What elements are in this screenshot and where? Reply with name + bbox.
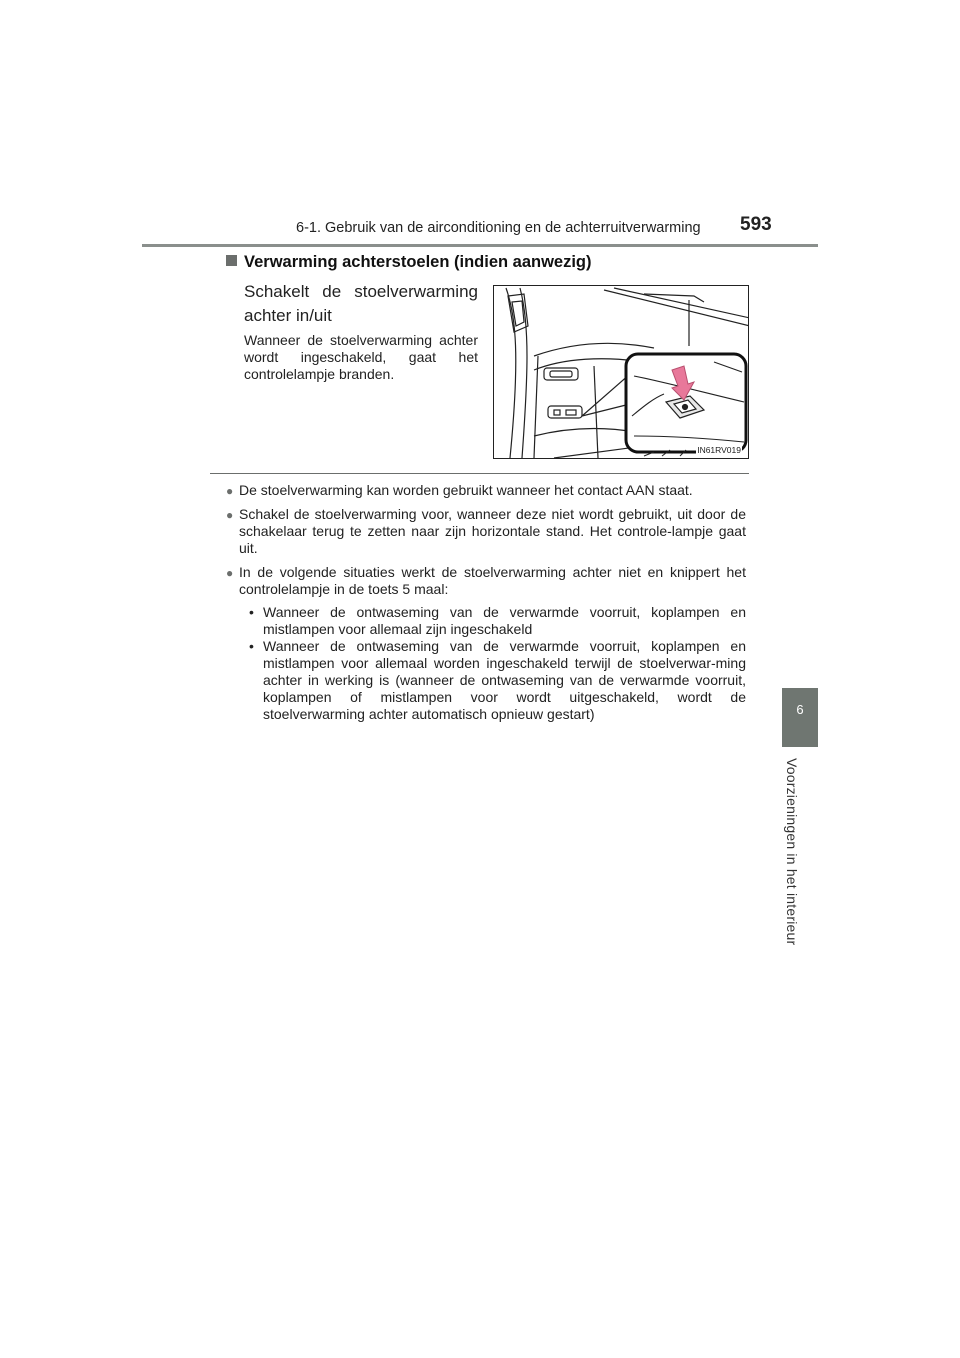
chapter-tab xyxy=(782,688,818,747)
list-item: ● Schakel de stoelverwarming voor, wanneer deze niet wordt gebruikt, uit door de schakelaar terug te zetten naar zijn horizontale stand. Het controle-lampje gaat uit. xyxy=(226,506,746,556)
section-title: Verwarming achterstoelen (indien aanwezig) xyxy=(244,253,592,271)
section-separator xyxy=(210,473,749,474)
rear-seat-heater-switch-drawing xyxy=(494,286,749,459)
list-item: ● In de volgende situaties werkt de stoelverwarming achter niet en knippert het controlelampje in de toets 5 maal: • Wanneer de ontwaseming van de verwarmde voorruit, koplampen en mistlampen voor allemaal zijn ingeschakeld • Wanneer de ontwaseming van de verwarmde voorruit, koplampen en mistlampen voor allemaal worden ingeschakeld terwijl de stoelverwar-ming achter in werking is (wanneer de ontwaseming van de verwarmde voorruit, koplampen of mistlampen voor wordt uitgeschakeld, wordt de stoelverwarming achter automatisch opnieuw gestart) xyxy=(226,564,746,722)
notes-list xyxy=(226,482,746,730)
chapter-label: Voorzieningen in het interieur xyxy=(784,758,800,946)
dot-bullet-icon: • xyxy=(249,604,254,620)
header-title: 6-1. Gebruik van de airconditioning en de achterruitverwarming xyxy=(296,220,701,236)
function-title: Schakelt de stoelverwarming achter in/uit xyxy=(244,282,478,325)
circle-bullet-icon: ● xyxy=(226,566,234,580)
illustration-code: IN61RV019 xyxy=(697,445,741,455)
list-item: ● De stoelverwarming kan worden gebruikt wanneer het contact AAN staat. xyxy=(226,482,693,498)
sub-list-item: • Wanneer de ontwaseming van de verwarmde voorruit, koplampen en mistlampen voor allemaal worden ingeschakeld terwijl de stoelverwar-ming achter in werking is (wanneer de ontwaseming van de verwarmde voorruit, koplampen of mistlampen voor wordt uitgeschakeld, wordt de stoelverwarming achter automatisch opnieuw gestart) xyxy=(249,638,746,722)
sub-notes-list xyxy=(239,604,746,723)
section-heading xyxy=(226,253,592,272)
header-rule xyxy=(142,244,818,247)
sub-list-item: • Wanneer de ontwaseming van de verwarmde voorruit, koplampen en mistlampen voor allemaal zijn ingeschakeld xyxy=(249,604,746,637)
circle-bullet-icon: ● xyxy=(226,484,234,498)
seat-heater-illustration xyxy=(493,285,749,459)
circle-bullet-icon: ● xyxy=(226,508,234,522)
square-bullet-icon xyxy=(226,255,237,266)
page-number: 593 xyxy=(740,214,772,235)
function-description: Wanneer de stoelverwarming achter wordt ingeschakeld, gaat het controlelampje branden. xyxy=(244,332,478,382)
chapter-number: 6 xyxy=(796,702,804,717)
dot-bullet-icon: • xyxy=(249,638,254,654)
